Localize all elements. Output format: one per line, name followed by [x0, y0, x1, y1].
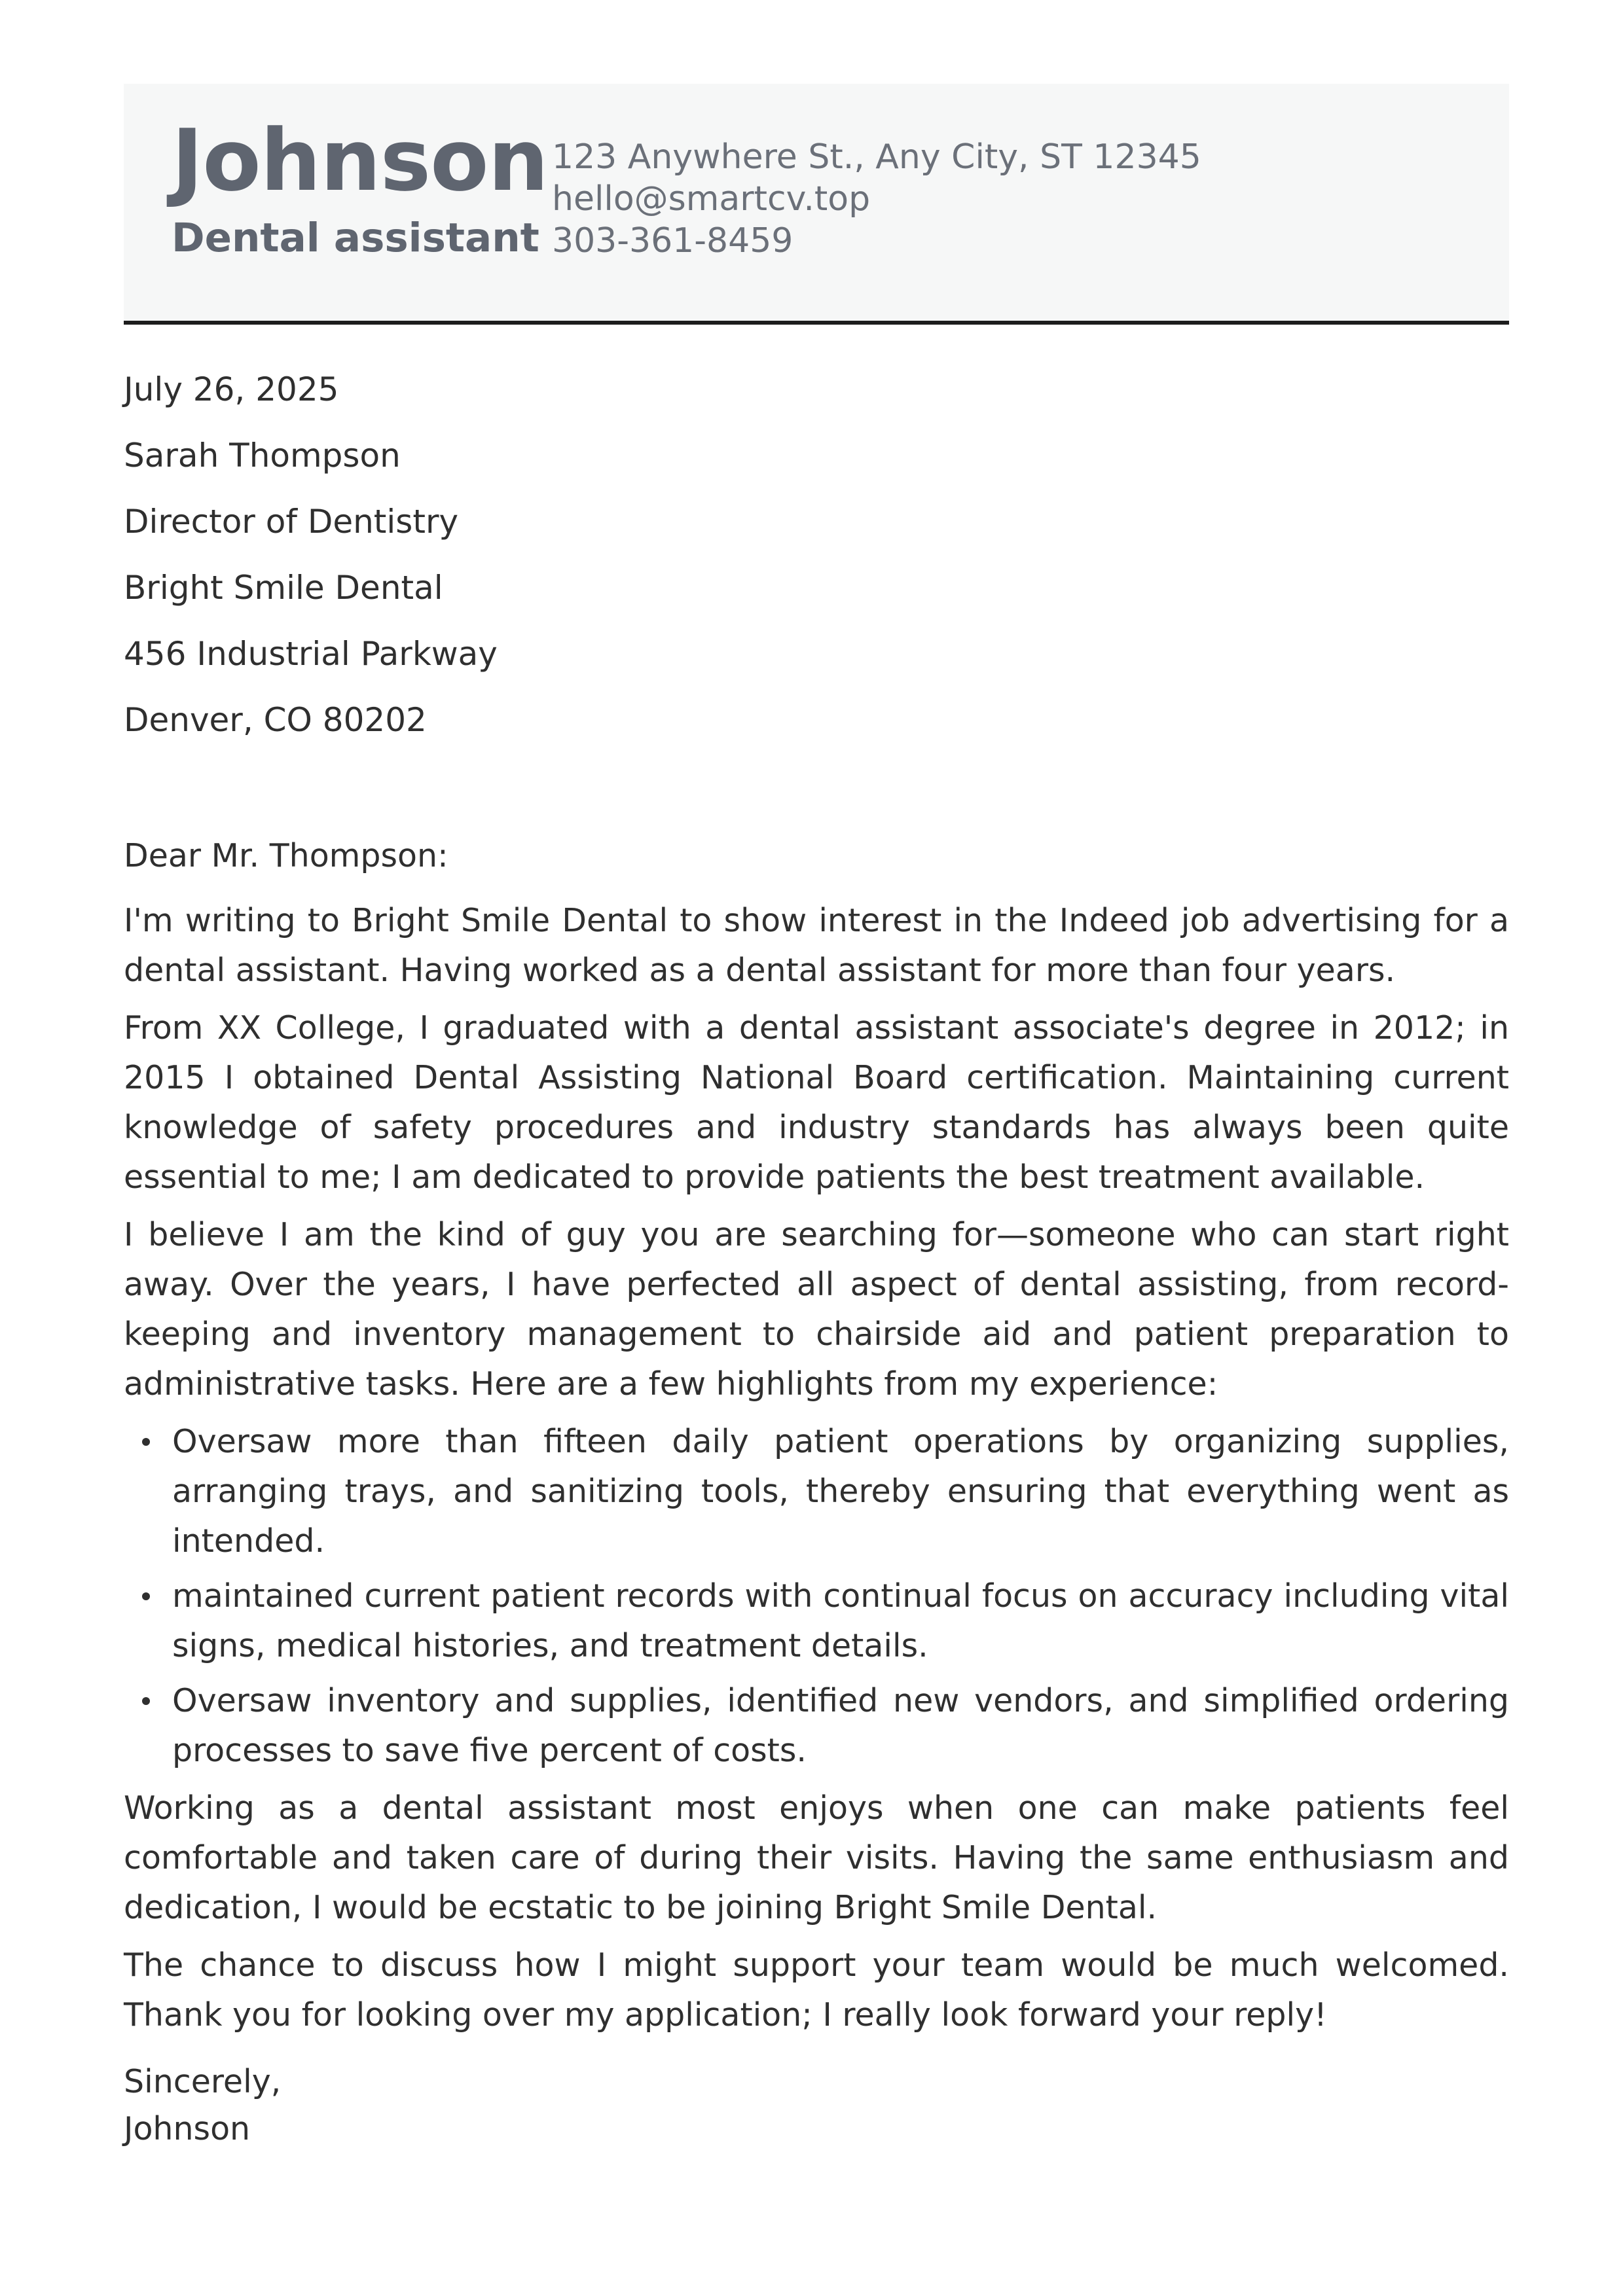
- highlights-list: [124, 1417, 1509, 1776]
- contact-address: 123 Anywhere St., Any City, ST 12345: [552, 137, 1201, 177]
- body-paragraph: From XX College, I graduated with a dental assistant associate's degree in 2012; in 2015 I obtained Dental Assisting National Board certification. Maintaining current knowledge of safety procedures and industry standards has always been quite essential to me; I am dedicated to provide patients the best treatment available.: [124, 1009, 1509, 1196]
- list-item-text: Oversaw more than fifteen daily patient operations by organizing supplies, arranging trays, and sanitizing tools, thereby ensuring that everything went as intended.: [172, 1423, 1509, 1560]
- list-item-text: maintained current patient records with continual focus on accuracy including vital signs, medical histories, and treatment details.: [172, 1577, 1509, 1664]
- header-divider: [124, 321, 1509, 325]
- recipient-name: Sarah Thompson: [124, 437, 401, 475]
- bullet-icon: [142, 1697, 150, 1705]
- bullet-icon: [142, 1438, 150, 1446]
- list-item: [172, 1417, 1509, 1566]
- name-block: [172, 111, 549, 261]
- closing-block: [124, 2058, 1509, 2153]
- letter-body: [124, 831, 1509, 2153]
- contact-phone: 303-361-8459: [552, 221, 793, 260]
- list-item: [172, 1676, 1509, 1776]
- recipient-street: 456 Industrial Parkway: [124, 635, 498, 673]
- body-paragraph: I believe I am the kind of guy you are searching for—someone who can start right away. Over the years, I have perfected all aspect of dental assisting, from record-keeping and inventory management to chairside aid and patient preparation to administrative tasks. Here are a few highlights from my experience:: [124, 1216, 1509, 1403]
- list-item-text: Oversaw inventory and supplies, identified new vendors, and simplified ordering processes to save five percent of costs.: [172, 1682, 1509, 1769]
- sign-off: Sincerely,: [124, 2063, 282, 2100]
- recipient-city: Denver, CO 80202: [124, 701, 427, 739]
- body-paragraph: The chance to discuss how I might support your team would be much welcomed. Thank you for looking over my application; I really look forward your reply!: [124, 1946, 1509, 2034]
- recipient-company: Bright Smile Dental: [124, 569, 443, 607]
- body-paragraph: Working as a dental assistant most enjoys when one can make patients feel comfortable and taken care of during their visits. Having the same enthusiasm and dedication, I would be ecstatic to be joining Bright Smile Dental.: [124, 1789, 1509, 1926]
- recipient-block: [124, 357, 498, 753]
- signature: Johnson: [124, 2110, 251, 2147]
- salutation: Dear Mr. Thompson:: [124, 837, 448, 874]
- recipient-position: Director of Dentistry: [124, 503, 459, 541]
- contact-email: hello@smartcv.top: [552, 179, 871, 219]
- applicant-job-title: Dental assistant: [172, 215, 539, 261]
- contact-info: [552, 136, 1201, 262]
- bullet-icon: [142, 1592, 150, 1600]
- letter-date: July 26, 2025: [124, 370, 339, 408]
- body-paragraph: I'm writing to Bright Smile Dental to show interest in the Indeed job advertising for a dental assistant. Having worked as a dental assistant for more than four years.: [124, 902, 1509, 989]
- list-item: [172, 1571, 1509, 1671]
- applicant-name: Johnson: [172, 111, 549, 210]
